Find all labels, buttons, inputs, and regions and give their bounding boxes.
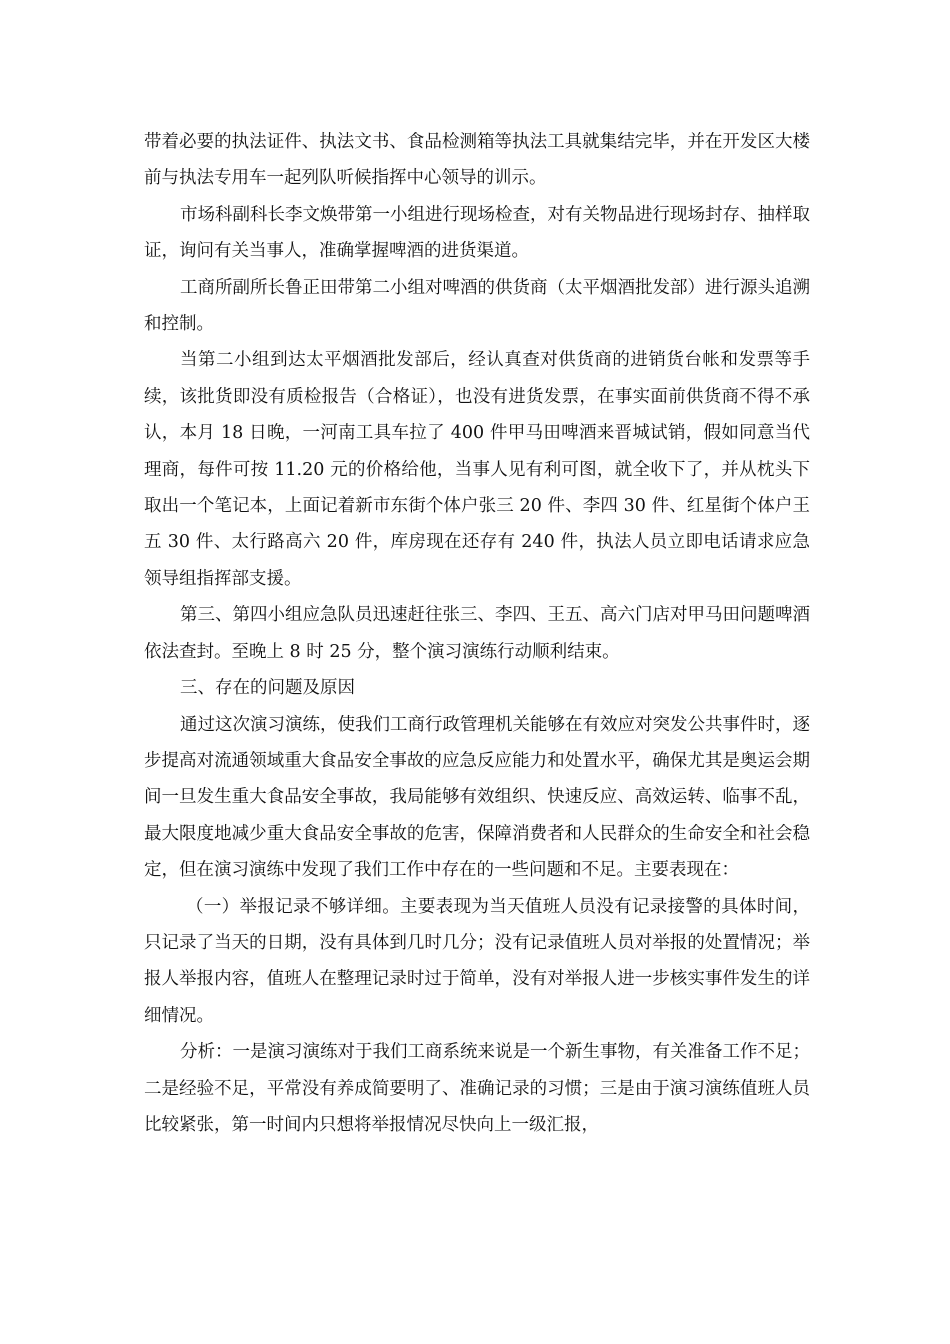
paragraph-group-one: 市场科副科长李文焕带第一小组进行现场检查，对有关物品进行现场封存、抽样取证，询问有关当事人，准确掌握啤酒的进货渠道。 xyxy=(144,204,810,262)
paragraph-analysis: 分析：一是演习演练对于我们工商系统来说是一个新生事物，有关准备工作不足；二是经验不足，平常没有养成简要明了、准确记录的习惯；三是由于演习演练值班人员比较紧张，第一时间内只想将举报情况尽快向上一级汇报， xyxy=(144,1042,810,1135)
paragraph-problem-one: （一）举报记录不够详细。主要表现为当天值班人员没有记录接警的具体时间，只记录了当天的日期，没有具体到几时几分；没有记录值班人员对举报的处置情况；举报人举报内容，值班人在整理记录时过于简单，没有对举报人进一步核实事件发生的详细情况。 xyxy=(144,896,810,1026)
paragraph-groups-three-four: 第三、第四小组应急队员迅速赶往张三、李四、王五、高六门店对甲马田问题啤酒依法查封。至晚上 8 时 25 分，整个演习演练行动顺利结束。 xyxy=(144,605,810,662)
paragraph-summary: 通过这次演习演练，使我们工商行政管理机关能够在有效应对突发公共事件时，逐步提高对流通领域重大食品安全事故的应急反应能力和处置水平，确保尤其是奥运会期间一旦发生重大食品安全事故，我局能够有效组织、快速反应、高效运转、临事不乱，最大限度地减少重大食品安全事故的危害，保障消费者和人民群众的生命安全和社会稳定，但在演习演练中发现了我们工作中存在的一些问题和不足。主要表现在： xyxy=(144,714,810,881)
paragraph-supplier-check: 当第二小组到达太平烟酒批发部后，经认真查对供货商的进销货台帐和发票等手续，该批货即没有质检报告（合格证），也没有进货发票，在事实面前供货商不得不承认，本月 18 日晚，一河南工具车拉了 400 件甲马田啤酒来晋城试销，假如同意当代理商，每件可按 11.20 元的价格给他，当事人见有利可图，就全收下了，并从枕头下取出一个笔记本，上面记着新市东街个体户张三 20 件、李四 30 件、红星街个体户王五 30 件、太行路高六 20 件，库房现在还存有 240 件，执法人员立即电话请求应急领导组指挥部支援。 xyxy=(144,350,810,589)
section-heading-problems: 三、存在的问题及原因 xyxy=(180,678,355,699)
paragraph-assembly: 带着必要的执法证件、执法文书、食品检测箱等执法工具就集结完毕，并在开发区大楼前与执法专用车一起列队听候指挥中心领导的训示。 xyxy=(144,132,810,189)
paragraph-group-two: 工商所副所长鲁正田带第二小组对啤酒的供货商（太平烟酒批发部）进行源头追溯和控制。 xyxy=(144,277,810,335)
document-body xyxy=(144,124,810,1143)
